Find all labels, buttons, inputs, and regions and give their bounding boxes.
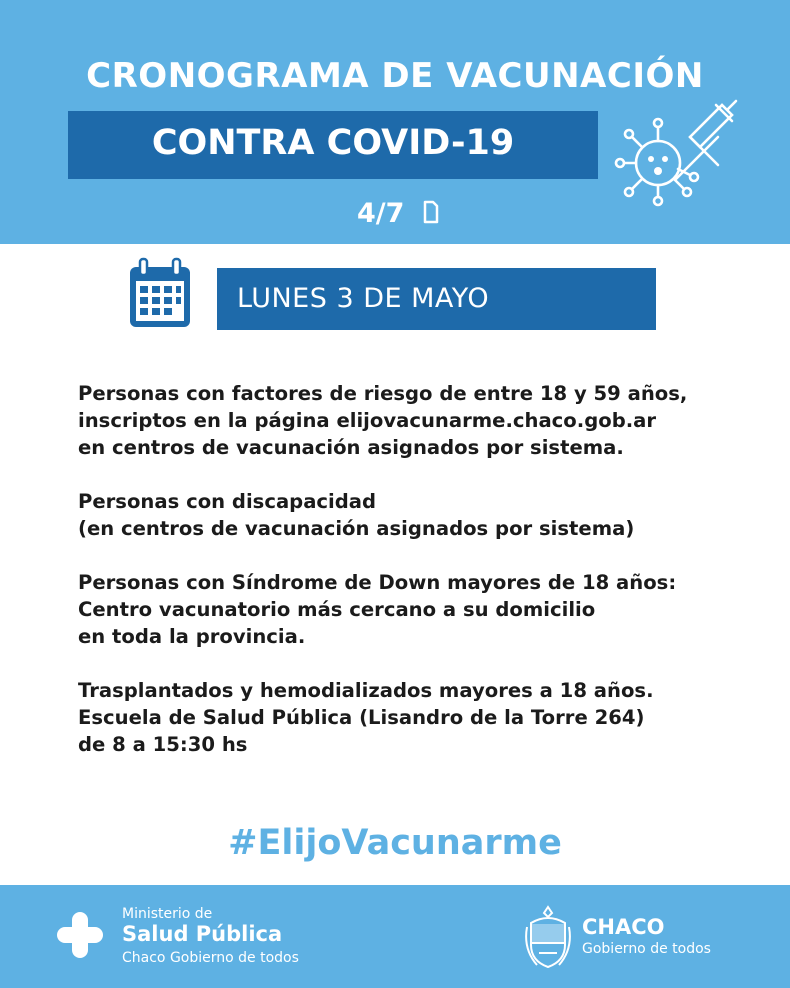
schedule-block [78, 569, 758, 650]
page-indicator: 4/7 [357, 198, 405, 229]
schedule-line: Personas con Síndrome de Down mayores de 18 años: [78, 571, 677, 594]
schedule-line: de 8 a 15:30 hs [78, 733, 248, 756]
schedule-block [78, 677, 758, 758]
schedule-block [78, 380, 758, 461]
page-icon [423, 200, 439, 224]
virus-syringe-icon [610, 99, 738, 217]
ministry-name: Salud Pública [122, 922, 283, 946]
province-name: CHACO [582, 915, 665, 939]
date-label: LUNES 3 DE MAYO [237, 283, 490, 314]
schedule-line: inscriptos en la página elijovacunarme.chaco.gob.ar [78, 409, 657, 432]
schedule-line: Personas con factores de riesgo de entre 18 y 59 años, [78, 382, 688, 405]
page-subtitle: CONTRA COVID-19 [151, 123, 515, 163]
schedule-line: Personas con discapacidad [78, 490, 377, 513]
schedule-line: Trasplantados y hemodializados mayores a 18 años. [78, 679, 654, 702]
province-subtitle: Gobierno de todos [582, 941, 711, 957]
schedule-line: en toda la provincia. [78, 625, 306, 648]
schedule-line: Centro vacunatorio más cercano a su domicilio [78, 598, 596, 621]
footer-banner [0, 885, 790, 988]
province-shield-icon [525, 905, 571, 971]
ministry-label: Ministerio de [122, 906, 213, 922]
page-title: CRONOGRAMA DE VACUNACIÓN [86, 56, 704, 96]
calendar-icon [128, 257, 192, 331]
schedule-details [78, 380, 758, 785]
plus-icon [55, 910, 105, 960]
schedule-line: Escuela de Salud Pública (Lisandro de la Torre 264) [78, 706, 645, 729]
ministry-subtitle: Chaco Gobierno de todos [122, 950, 299, 966]
schedule-line: (en centros de vacunación asignados por sistema) [78, 517, 635, 540]
hashtag: #ElijoVacunarme [228, 823, 562, 863]
schedule-line: en centros de vacunación asignados por sistema. [78, 436, 624, 459]
schedule-block [78, 488, 758, 542]
